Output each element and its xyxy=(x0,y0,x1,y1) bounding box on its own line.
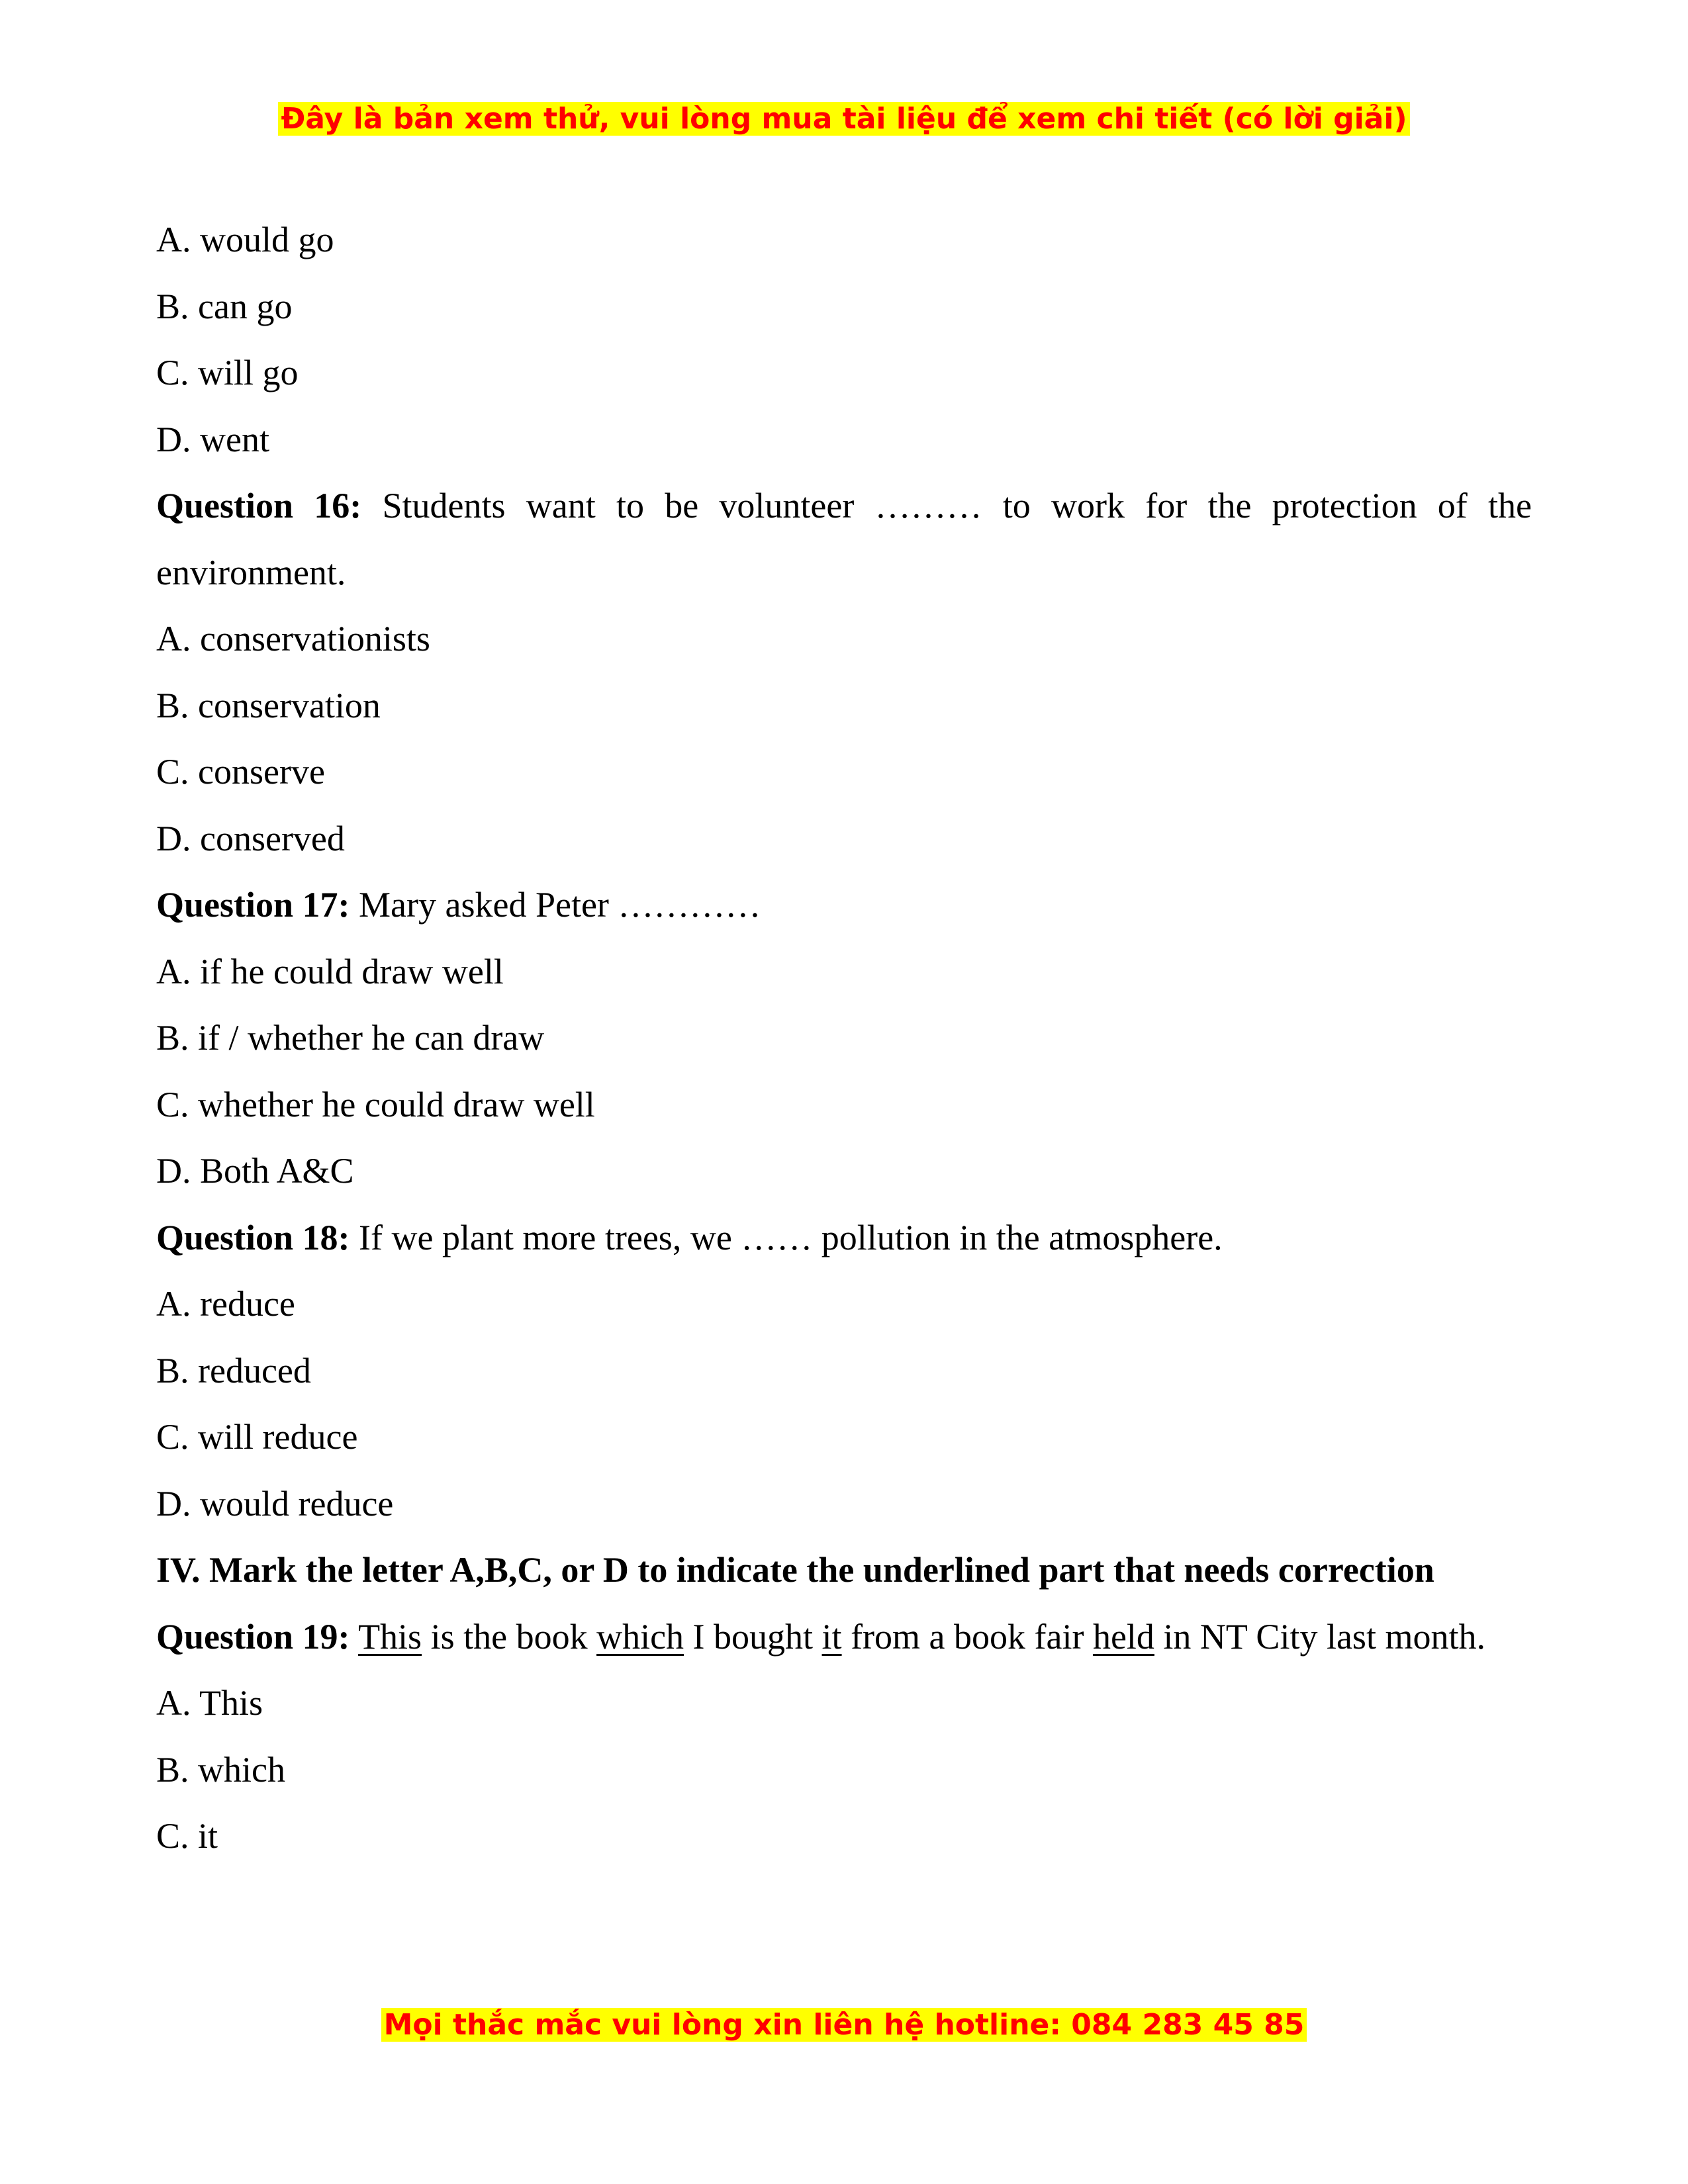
question-19-text-4: in NT City last month. xyxy=(1154,1616,1485,1657)
underlined-which: which xyxy=(596,1616,684,1657)
underlined-it: it xyxy=(821,1616,842,1657)
question-19-text-3: from a book fair xyxy=(841,1616,1093,1657)
q16-option-c: C. conserve xyxy=(156,752,325,792)
q16-option-d: D. conserved xyxy=(156,818,345,858)
question-19-text-2: I bought xyxy=(684,1616,822,1657)
q15-option-c: C. will go xyxy=(156,353,299,392)
question-17-label: Question 17: xyxy=(156,885,350,925)
question-17-text: Mary asked Peter ………… xyxy=(350,885,761,925)
q16-option-a: A. conservationists xyxy=(156,619,430,659)
question-17 xyxy=(156,872,1532,938)
preview-banner-text: Đây là bản xem thử, vui lòng mua tài liệu để xem chi tiết (có lời giải) xyxy=(278,102,1409,136)
q17-option-a: A. if he could draw well xyxy=(156,951,504,991)
q19-option-c: C. it xyxy=(156,1816,218,1856)
question-19 xyxy=(156,1604,1532,1670)
question-19-label: Question 19: xyxy=(156,1616,350,1657)
question-19-text-1: is the book xyxy=(422,1616,597,1657)
q16-option-b: B. conservation xyxy=(156,685,381,725)
section-iv-heading: IV. Mark the letter A,B,C, or D to indicate the underlined part that needs correction xyxy=(156,1550,1434,1590)
hotline-banner-text: Mọi thắc mắc vui lòng xin liên hệ hotline: 084 283 45 85 xyxy=(381,2008,1307,2042)
question-19-text-0 xyxy=(350,1617,359,1657)
question-18-text: If we plant more trees, we …… pollution in the atmosphere. xyxy=(350,1217,1223,1257)
q18-option-d: D. would reduce xyxy=(156,1483,394,1524)
underlined-held: held xyxy=(1092,1616,1154,1657)
question-16-label: Question 16: xyxy=(156,486,362,525)
question-16-text: Students want to be volunteer ……… to work for the protection of the environment. xyxy=(156,486,1532,592)
hotline-banner xyxy=(0,2005,1688,2045)
document-body xyxy=(156,206,1532,1870)
q19-option-a: A. This xyxy=(156,1683,263,1723)
underlined-this: This xyxy=(358,1616,422,1657)
question-16 xyxy=(156,473,1532,606)
q18-option-c: C. will reduce xyxy=(156,1417,358,1457)
q15-option-d: D. went xyxy=(156,419,269,459)
q17-option-d: D. Both A&C xyxy=(156,1151,354,1191)
preview-banner xyxy=(0,99,1688,139)
q15-option-b: B. can go xyxy=(156,286,293,326)
question-18-label: Question 18: xyxy=(156,1217,350,1257)
question-18 xyxy=(156,1205,1532,1271)
q18-option-a: A. reduce xyxy=(156,1284,295,1324)
q18-option-b: B. reduced xyxy=(156,1350,311,1390)
q17-option-c: C. whether he could draw well xyxy=(156,1084,595,1124)
q19-option-b: B. which xyxy=(156,1749,285,1790)
q15-option-a: A. would go xyxy=(156,220,334,259)
q17-option-b: B. if / whether he can draw xyxy=(156,1018,545,1058)
